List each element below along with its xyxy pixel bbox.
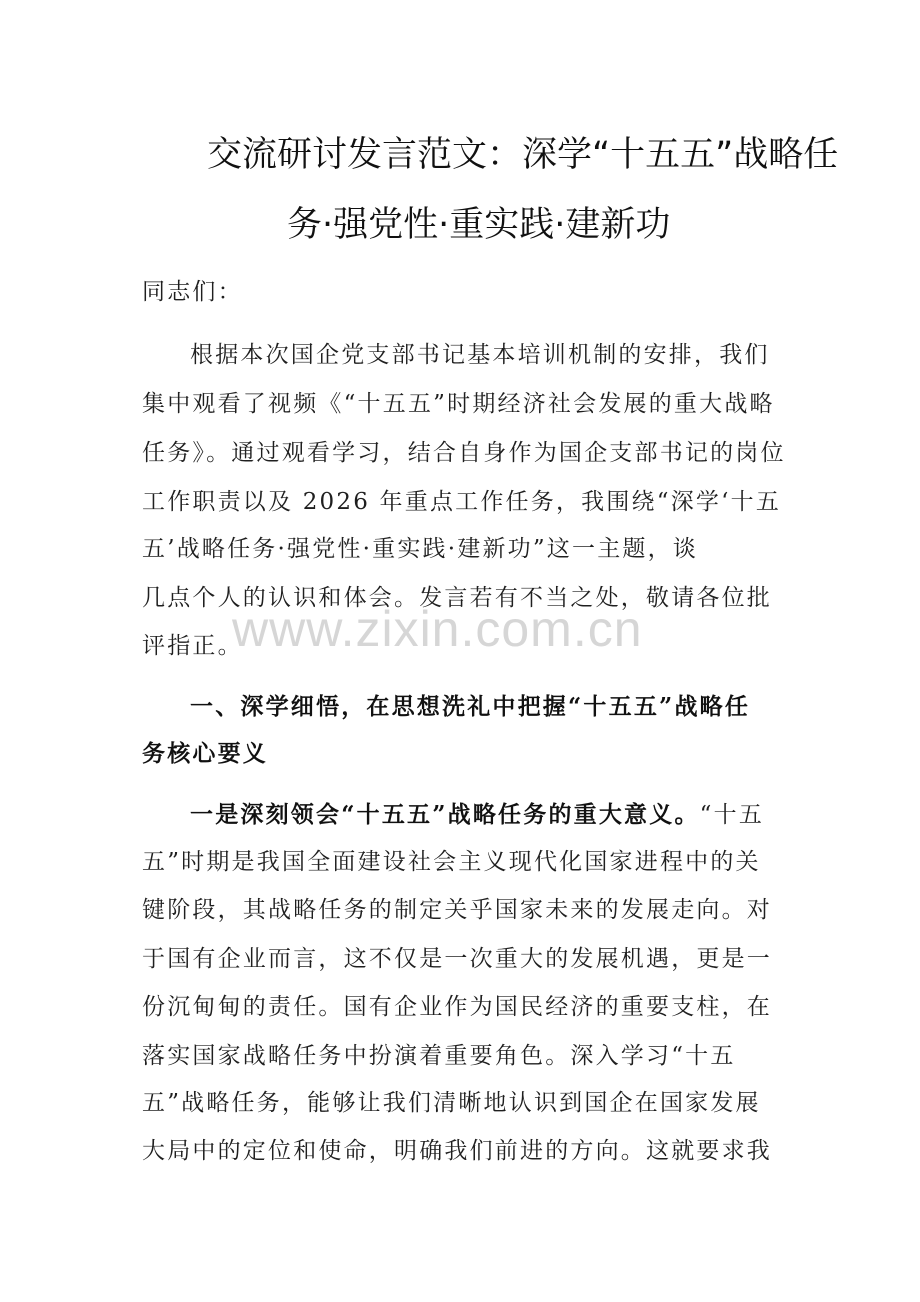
body-line: 评指正。 [142,633,243,659]
document-title-line-1: 交流研讨发言范文：深学“十五五”战略任 [207,135,839,175]
body-line: 落实国家战略任务中扮演着重要角色。深入学习“十五 [142,1043,736,1069]
body-line: 五”时期是我国全面建设社会主义现代化国家进程中的关 [142,849,761,875]
body-line: 根据本次国企党支部书记基本培训机制的安排，我们 [190,342,770,368]
subsection-heading: 一是深刻领会“十五五”战略任务的重大意义。 [190,801,700,828]
section-heading-1-cont: 务核心要义 [142,740,268,767]
body-line: 大局中的定位和使命，明确我们前进的方向。这就要求我 [142,1138,772,1164]
watermark: www.zixin.com.cn [232,601,643,657]
section-heading-1: 一、深学细悟，在思想洗礼中把握“十五五”战略任 [190,693,751,720]
body-line: 集中观看了视频《“十五五”时期经济社会发展的重大战略 [142,391,775,417]
body-line: 工作职责以及 2026 年重点工作任务，我围绕“深学‘十五 [142,489,782,515]
body-line: 五’战略任务·强党性·重实践·建新功”这一主题，谈 [142,536,699,562]
body-line: 任务》。通过观看学习，结合自身作为国企支部书记的岗位 [142,440,786,466]
salutation: 同志们： [142,279,243,305]
body-line: 于国有企业而言，这不仅是一次重大的发展机遇，更是一 [142,946,772,972]
body-line: 几点个人的认识和体会。发言若有不当之处，敬请各位批 [142,585,772,611]
body-line: 键阶段，其战略任务的制定关乎国家未来的发展走向。对 [142,897,772,923]
body-line: 五”战略任务，能够让我们清晰地认识到国企在国家发展 [142,1090,761,1116]
body-text: “十五 [699,802,765,828]
subsection-line [190,796,764,829]
body-line: 份沉甸甸的责任。国有企业作为国民经济的重要支柱，在 [142,994,772,1020]
document-title-line-2: 务·强党性·重实践·建新功 [287,205,671,245]
